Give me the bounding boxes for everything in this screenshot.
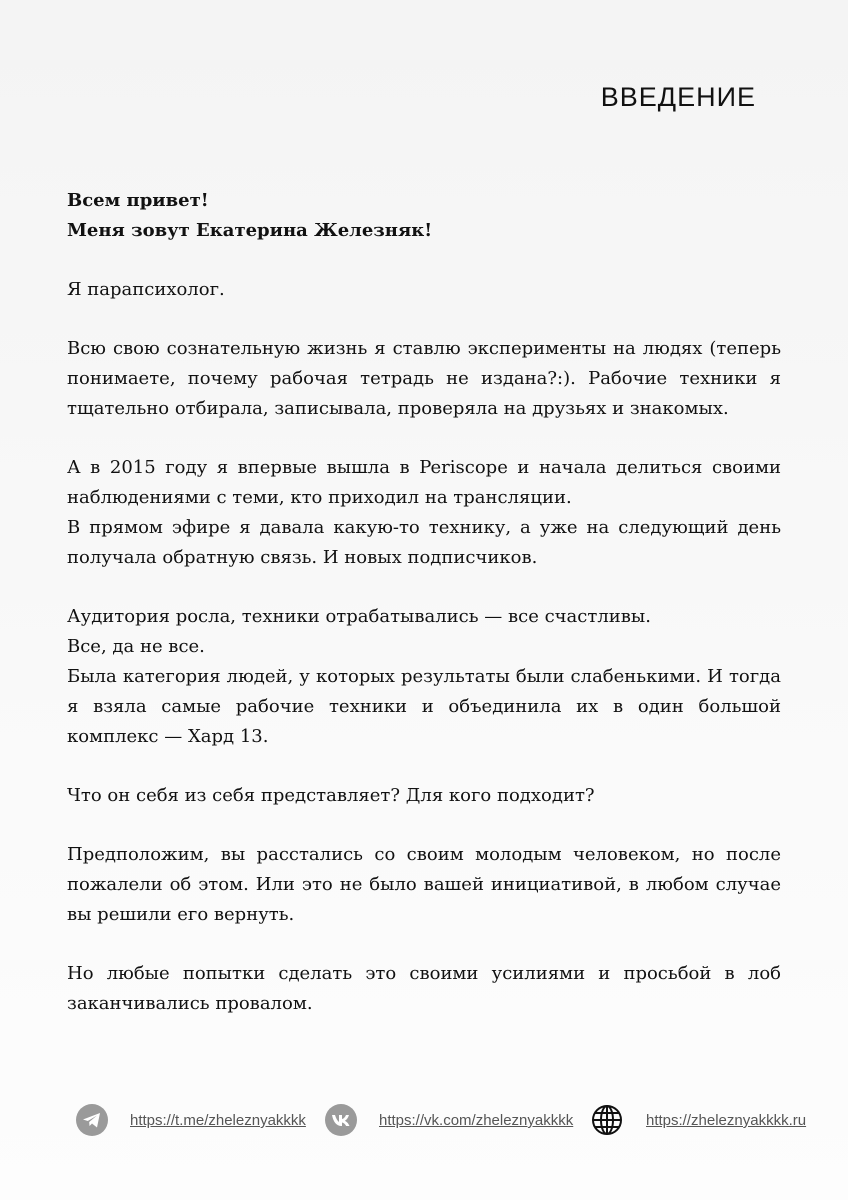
- telegram-link[interactable]: https://t.me/zheleznyakkkk: [130, 1112, 306, 1129]
- paragraph-audience-line-1: Аудитория росла, техники отрабатывались — все счастливы.: [67, 606, 651, 627]
- vk-link[interactable]: https://vk.com/zheleznyakkkk: [379, 1112, 574, 1129]
- greeting: [67, 186, 781, 246]
- paragraph-scenario: Предположим, вы расстались со своим молодым человеком, но после пожалели об этом. Или это не было вашей инициативой, в любом случае вы решили его вернуть.: [67, 844, 781, 925]
- paragraph-audience: [67, 602, 781, 752]
- paragraph-audience-line-3: Была категория людей, у которых результаты были слабенькими. И тогда я взяла самые рабочие техники и объединила их в один большой комплекс — Хард 13.: [67, 666, 781, 747]
- greeting-line-2: Меня зовут Екатерина Железняк!: [67, 220, 433, 241]
- paragraph-periscope: [67, 453, 781, 573]
- telegram-icon[interactable]: [76, 1104, 108, 1136]
- main-content: [67, 186, 781, 1048]
- globe-icon[interactable]: [591, 1104, 623, 1136]
- paragraph-experiments: Всю свою сознательную жизнь я ставлю эксперименты на людях (теперь понимаете, почему рабочая тетрадь не издана?:). Рабочие техники я тщательно отбирала, записывала, проверяла на друзьях и знакомых.: [67, 338, 781, 419]
- paragraph-question: Что он себя из себя представляет? Для кого подходит?: [67, 785, 595, 806]
- greeting-line-1: Всем привет!: [67, 190, 209, 211]
- paragraph-failure: Но любые попытки сделать это своими усилиями и просьбой в лоб заканчивались провалом.: [67, 963, 781, 1014]
- footer-links: [0, 1104, 848, 1140]
- paragraph-profession: Я парапсихолог.: [67, 279, 225, 300]
- paragraph-periscope-line-1: А в 2015 году я впервые вышла в Periscope и начала делиться своими наблюдениями с теми, кто приходил на трансляции.: [67, 457, 781, 508]
- paragraph-audience-line-2: Все, да не все.: [67, 636, 205, 657]
- vk-icon[interactable]: [325, 1104, 357, 1136]
- website-link[interactable]: https://zheleznyakkkk.ru: [646, 1112, 807, 1129]
- paragraph-periscope-line-2: В прямом эфире я давала какую-то технику, а уже на следующий день получала обратную связь. И новых подписчиков.: [67, 517, 781, 568]
- section-title: ВВЕДЕНИЕ: [600, 82, 756, 112]
